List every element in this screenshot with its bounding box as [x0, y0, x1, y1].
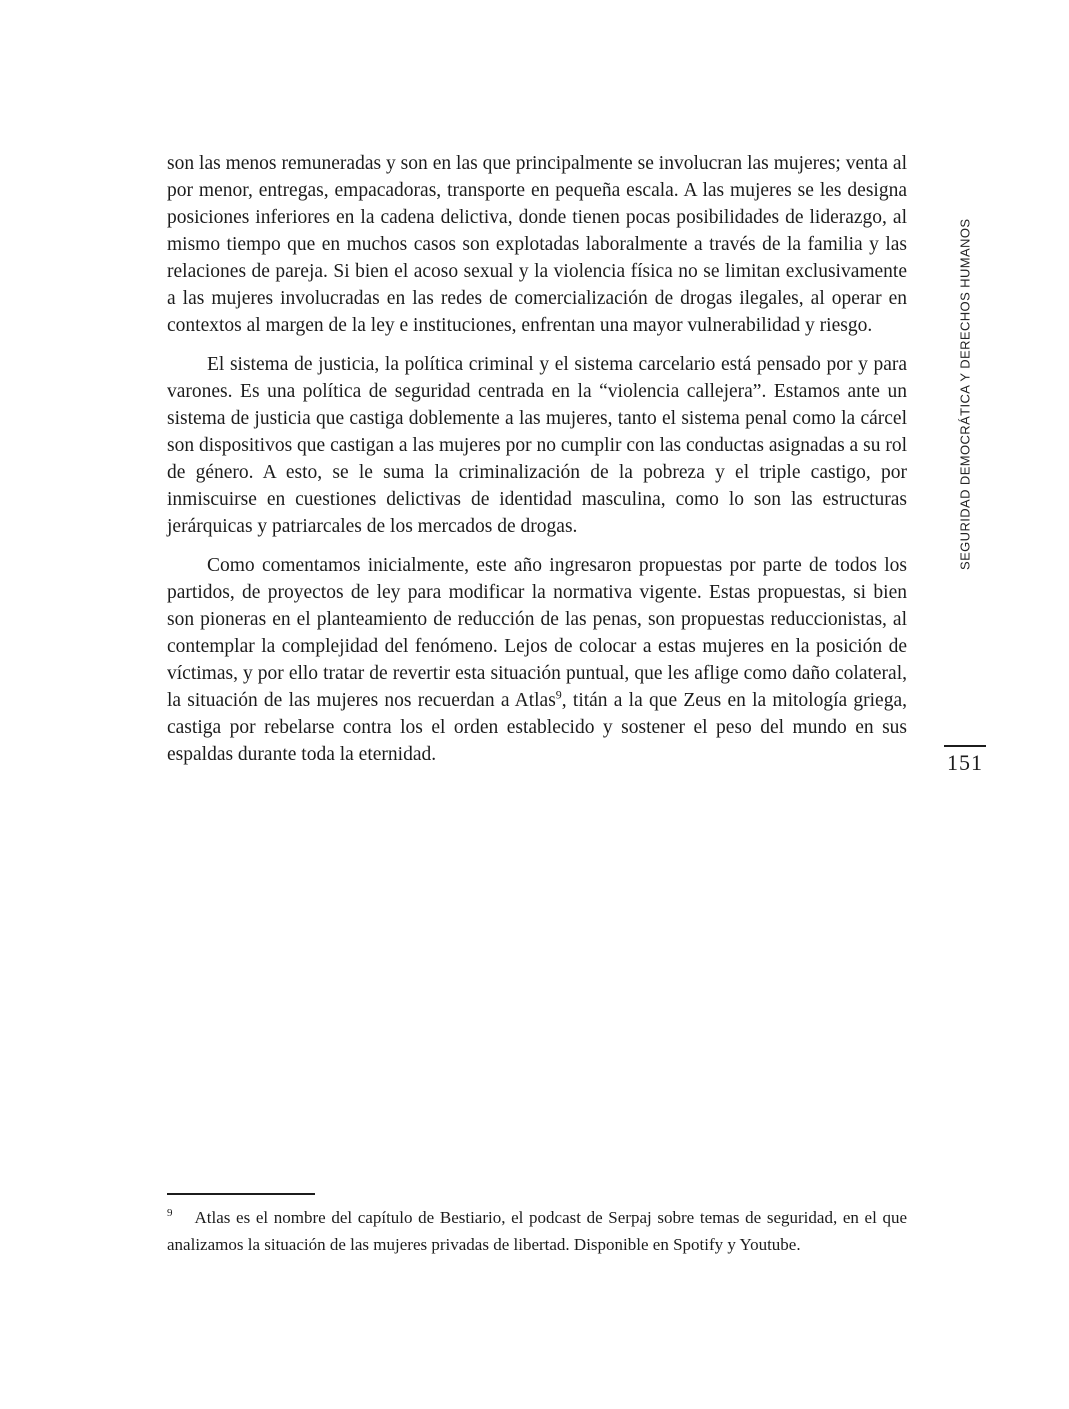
footnote-section	[167, 1193, 907, 1258]
body-text-block	[167, 150, 907, 768]
page-number: 151	[944, 745, 986, 776]
footnote-rule	[167, 1193, 315, 1195]
paragraph	[167, 552, 907, 768]
running-header-vertical: SEGURIDAD DEMOCRÁTICA Y DERECHOS HUMANOS	[957, 218, 973, 570]
footnote-reference: 9	[555, 687, 562, 702]
paragraph-text: Como comentamos inicialmente, este año ingresaron propuestas por parte de todos los partidos, de proyectos de ley para modificar la normativa vigente. Estas propuestas, si bien son pioneras en el planteamiento de reducción de las penas, son propuestas reduccionistas, al contemplar la complejidad del fenómeno. Lejos de colocar a estas mujeres en la posición de víctimas, y por ello tratar de revertir esta situación puntual, que les aflige como daño colateral, la situación de las mujeres nos recuerdan a Atlas	[167, 555, 907, 711]
paragraph: son las menos remuneradas y son en las que principalmente se involucran las mujeres; venta al por menor, entregas, empacadoras, transporte en pequeña escala. A las mujeres se les designa posiciones inferiores en la cadena delictiva, donde tienen pocas posibilidades de liderazgo, al mismo tiempo que en muchos casos son explotadas laboralmente a través de la familia y las relaciones de pareja. Si bien el acoso sexual y la violencia física no se limitan exclusivamente a las mujeres involucradas en las redes de comercialización de drogas ilegales, al operar en contextos al margen de la ley e instituciones, enfrentan una mayor vulnerabilidad y riesgo.	[167, 153, 907, 336]
paragraph: El sistema de justicia, la política criminal y el sistema carcelario está pensado por y para varones. Es una política de seguridad centrada en la “violencia callejera”. Estamos ante un sistema de justicia que castiga doblemente a las mujeres, tanto el sistema penal como la cárcel son dispositivos que castigan a las mujeres por no cumplir con las conductas asignadas a su rol de género. A esto, se le suma la criminalización de la pobreza y el triple castigo, por inmiscuirse en cuestiones delictivas de identidad masculina, como lo son las estructuras jerárquicas y patriarcales de los mercados de drogas.	[167, 354, 907, 537]
footnote-marker: 9	[167, 1207, 173, 1220]
footnote-text: Atlas es el nombre del capítulo de Bestiario, el podcast de Serpaj sobre temas de seguridad, en el que analizamos la situación de las mujeres privadas de libertad. Disponible en Spotify y Youtube.	[167, 1208, 907, 1254]
paragraph-text: , titán a la que Zeus en la mitología griega, castiga por rebelarse contra los el orden establecido y sostener el peso del mundo en sus espaldas durante toda la eternidad.	[167, 690, 907, 765]
footnote-text-block	[167, 1204, 907, 1258]
